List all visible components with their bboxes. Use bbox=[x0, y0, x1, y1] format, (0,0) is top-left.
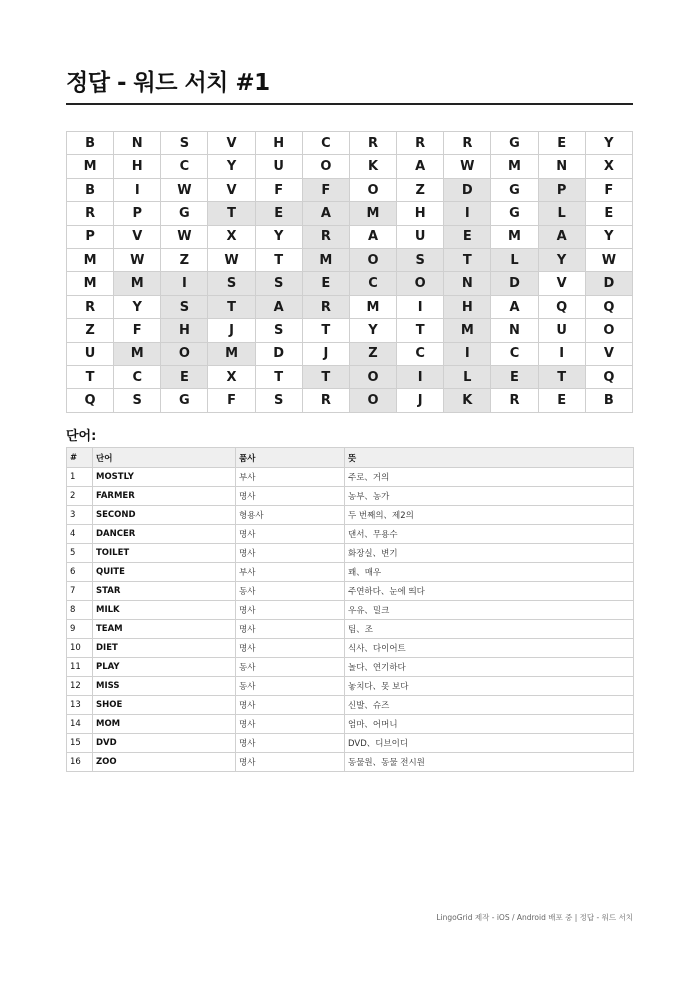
grid-cell: T bbox=[67, 366, 114, 389]
grid-cell: N bbox=[114, 132, 161, 155]
grid-cell: C bbox=[302, 132, 349, 155]
grid-cell: M bbox=[491, 225, 538, 248]
grid-cell: I bbox=[397, 295, 444, 318]
grid-cell: T bbox=[397, 319, 444, 342]
grid-cell: O bbox=[349, 366, 396, 389]
word-meaning: 동물원、동물 전시원 bbox=[345, 753, 634, 772]
grid-cell: E bbox=[538, 389, 585, 413]
grid-row bbox=[67, 225, 633, 248]
word-text: MOM bbox=[93, 715, 236, 734]
column-header-number: # bbox=[67, 448, 93, 468]
grid-cell: G bbox=[161, 389, 208, 413]
grid-cell: T bbox=[255, 366, 302, 389]
grid-cell: M bbox=[208, 342, 255, 365]
grid-cell: Q bbox=[585, 366, 632, 389]
grid-cell: S bbox=[255, 272, 302, 295]
grid-cell: H bbox=[397, 202, 444, 225]
word-meaning: 팀、조 bbox=[345, 620, 634, 639]
grid-cell: Z bbox=[397, 178, 444, 201]
grid-cell: Y bbox=[255, 225, 302, 248]
grid-cell: R bbox=[444, 132, 491, 155]
grid-cell: R bbox=[349, 132, 396, 155]
grid-cell: X bbox=[208, 225, 255, 248]
word-part-of-speech: 명사 bbox=[236, 487, 345, 506]
grid-cell: D bbox=[444, 178, 491, 201]
grid-cell: Y bbox=[585, 225, 632, 248]
grid-cell: M bbox=[444, 319, 491, 342]
grid-cell: H bbox=[161, 319, 208, 342]
grid-row bbox=[67, 155, 633, 178]
word-number: 14 bbox=[67, 715, 93, 734]
grid-cell: N bbox=[538, 155, 585, 178]
grid-cell: M bbox=[67, 155, 114, 178]
word-text: FARMER bbox=[93, 487, 236, 506]
word-meaning: 주연하다、눈에 띄다 bbox=[345, 582, 634, 601]
grid-cell: Y bbox=[208, 155, 255, 178]
grid-cell: Y bbox=[585, 132, 632, 155]
grid-cell: E bbox=[302, 272, 349, 295]
words-table bbox=[66, 447, 634, 772]
word-number: 13 bbox=[67, 696, 93, 715]
word-meaning: 우유、밀크 bbox=[345, 601, 634, 620]
word-text: TEAM bbox=[93, 620, 236, 639]
grid-cell: U bbox=[255, 155, 302, 178]
grid-cell: J bbox=[397, 389, 444, 413]
grid-cell: Z bbox=[67, 319, 114, 342]
grid-cell: S bbox=[161, 132, 208, 155]
word-text: DVD bbox=[93, 734, 236, 753]
word-part-of-speech: 형용사 bbox=[236, 506, 345, 525]
grid-cell: S bbox=[397, 249, 444, 272]
grid-cell: D bbox=[585, 272, 632, 295]
word-text: DANCER bbox=[93, 525, 236, 544]
word-part-of-speech: 명사 bbox=[236, 525, 345, 544]
grid-cell: O bbox=[585, 319, 632, 342]
grid-cell: Y bbox=[349, 319, 396, 342]
word-part-of-speech: 명사 bbox=[236, 753, 345, 772]
grid-cell: V bbox=[208, 178, 255, 201]
grid-cell: O bbox=[161, 342, 208, 365]
grid-cell: M bbox=[114, 342, 161, 365]
grid-cell: L bbox=[491, 249, 538, 272]
grid-cell: I bbox=[161, 272, 208, 295]
grid-cell: M bbox=[349, 295, 396, 318]
table-row bbox=[67, 563, 634, 582]
grid-cell: M bbox=[491, 155, 538, 178]
grid-cell: C bbox=[491, 342, 538, 365]
word-number: 1 bbox=[67, 468, 93, 487]
grid-cell: E bbox=[491, 366, 538, 389]
word-number: 11 bbox=[67, 658, 93, 677]
grid-cell: T bbox=[302, 366, 349, 389]
grid-cell: T bbox=[538, 366, 585, 389]
grid-cell: G bbox=[491, 178, 538, 201]
grid-cell: C bbox=[397, 342, 444, 365]
grid-cell: L bbox=[444, 366, 491, 389]
grid-row bbox=[67, 366, 633, 389]
grid-cell: T bbox=[208, 295, 255, 318]
grid-cell: I bbox=[114, 178, 161, 201]
word-part-of-speech: 동사 bbox=[236, 677, 345, 696]
word-text: MOSTLY bbox=[93, 468, 236, 487]
word-meaning: 댄서、무용수 bbox=[345, 525, 634, 544]
grid-cell: F bbox=[114, 319, 161, 342]
grid-cell: Y bbox=[538, 249, 585, 272]
table-row bbox=[67, 582, 634, 601]
grid-cell: A bbox=[397, 155, 444, 178]
word-meaning: 식사、다이어트 bbox=[345, 639, 634, 658]
grid-cell: T bbox=[208, 202, 255, 225]
table-row bbox=[67, 601, 634, 620]
grid-cell: I bbox=[538, 342, 585, 365]
word-part-of-speech: 명사 bbox=[236, 734, 345, 753]
grid-cell: B bbox=[67, 178, 114, 201]
grid-cell: E bbox=[585, 202, 632, 225]
word-number: 2 bbox=[67, 487, 93, 506]
word-number: 10 bbox=[67, 639, 93, 658]
grid-cell: A bbox=[538, 225, 585, 248]
grid-cell: N bbox=[444, 272, 491, 295]
grid-cell: V bbox=[538, 272, 585, 295]
grid-cell: M bbox=[67, 249, 114, 272]
grid-cell: F bbox=[208, 389, 255, 413]
grid-cell: V bbox=[208, 132, 255, 155]
grid-cell: G bbox=[491, 132, 538, 155]
grid-cell: S bbox=[208, 272, 255, 295]
word-number: 16 bbox=[67, 753, 93, 772]
grid-row bbox=[67, 295, 633, 318]
grid-row bbox=[67, 389, 633, 413]
grid-cell: E bbox=[255, 202, 302, 225]
word-meaning: 놓치다、못 보다 bbox=[345, 677, 634, 696]
word-part-of-speech: 명사 bbox=[236, 696, 345, 715]
grid-cell: V bbox=[585, 342, 632, 365]
word-part-of-speech: 명사 bbox=[236, 639, 345, 658]
table-row bbox=[67, 525, 634, 544]
grid-cell: W bbox=[161, 225, 208, 248]
grid-cell: O bbox=[302, 155, 349, 178]
table-row bbox=[67, 753, 634, 772]
grid-cell: E bbox=[538, 132, 585, 155]
grid-cell: R bbox=[302, 389, 349, 413]
word-text: ZOO bbox=[93, 753, 236, 772]
grid-cell: S bbox=[255, 389, 302, 413]
grid-cell: Q bbox=[585, 295, 632, 318]
table-row bbox=[67, 506, 634, 525]
grid-cell: A bbox=[255, 295, 302, 318]
grid-cell: T bbox=[255, 249, 302, 272]
grid-cell: R bbox=[491, 389, 538, 413]
words-table-header-row bbox=[67, 448, 634, 468]
grid-cell: W bbox=[161, 178, 208, 201]
word-text: DIET bbox=[93, 639, 236, 658]
grid-cell: T bbox=[444, 249, 491, 272]
grid-cell: C bbox=[161, 155, 208, 178]
word-meaning: 꽤、매우 bbox=[345, 563, 634, 582]
grid-cell: C bbox=[349, 272, 396, 295]
grid-row bbox=[67, 319, 633, 342]
grid-cell: F bbox=[302, 178, 349, 201]
grid-cell: D bbox=[255, 342, 302, 365]
table-row bbox=[67, 658, 634, 677]
grid-cell: V bbox=[114, 225, 161, 248]
word-number: 3 bbox=[67, 506, 93, 525]
grid-cell: R bbox=[397, 132, 444, 155]
table-row bbox=[67, 677, 634, 696]
table-row bbox=[67, 715, 634, 734]
grid-cell: M bbox=[114, 272, 161, 295]
grid-cell: U bbox=[397, 225, 444, 248]
grid-cell: P bbox=[67, 225, 114, 248]
grid-cell: R bbox=[302, 295, 349, 318]
word-number: 15 bbox=[67, 734, 93, 753]
word-number: 9 bbox=[67, 620, 93, 639]
table-row bbox=[67, 639, 634, 658]
grid-cell: W bbox=[208, 249, 255, 272]
word-meaning: 주로、거의 bbox=[345, 468, 634, 487]
grid-row bbox=[67, 132, 633, 155]
word-text: SHOE bbox=[93, 696, 236, 715]
word-text: TOILET bbox=[93, 544, 236, 563]
word-part-of-speech: 명사 bbox=[236, 715, 345, 734]
grid-cell: W bbox=[585, 249, 632, 272]
grid-cell: U bbox=[538, 319, 585, 342]
title-divider bbox=[66, 103, 633, 105]
grid-cell: S bbox=[255, 319, 302, 342]
word-number: 12 bbox=[67, 677, 93, 696]
grid-cell: U bbox=[67, 342, 114, 365]
grid-cell: P bbox=[538, 178, 585, 201]
grid-cell: O bbox=[397, 272, 444, 295]
word-meaning: 두 번째의、제2의 bbox=[345, 506, 634, 525]
word-search-grid bbox=[66, 131, 633, 413]
word-text: SECOND bbox=[93, 506, 236, 525]
grid-cell: W bbox=[114, 249, 161, 272]
word-text: PLAY bbox=[93, 658, 236, 677]
grid-cell: X bbox=[585, 155, 632, 178]
grid-row bbox=[67, 178, 633, 201]
word-number: 5 bbox=[67, 544, 93, 563]
grid-row bbox=[67, 272, 633, 295]
grid-cell: Z bbox=[349, 342, 396, 365]
word-part-of-speech: 동사 bbox=[236, 582, 345, 601]
table-row bbox=[67, 487, 634, 506]
grid-row bbox=[67, 202, 633, 225]
grid-cell: J bbox=[302, 342, 349, 365]
table-row bbox=[67, 696, 634, 715]
table-row bbox=[67, 544, 634, 563]
word-part-of-speech: 명사 bbox=[236, 544, 345, 563]
grid-row bbox=[67, 249, 633, 272]
words-heading: 단어: bbox=[66, 429, 97, 444]
column-header-word: 단어 bbox=[93, 448, 236, 468]
footer-credit: LingoGrid 제작 - iOS / Android 배포 중 | 정답 - 워드 서치 bbox=[436, 913, 633, 922]
word-meaning: 엄마、어머니 bbox=[345, 715, 634, 734]
grid-cell: M bbox=[67, 272, 114, 295]
word-number: 7 bbox=[67, 582, 93, 601]
word-text: STAR bbox=[93, 582, 236, 601]
word-part-of-speech: 동사 bbox=[236, 658, 345, 677]
word-meaning: 놀다、연기하다 bbox=[345, 658, 634, 677]
table-row bbox=[67, 734, 634, 753]
grid-cell: S bbox=[114, 389, 161, 413]
grid-cell: A bbox=[302, 202, 349, 225]
grid-cell: A bbox=[491, 295, 538, 318]
grid-cell: W bbox=[444, 155, 491, 178]
word-meaning: 화장실、변기 bbox=[345, 544, 634, 563]
grid-cell: X bbox=[208, 366, 255, 389]
grid-cell: R bbox=[302, 225, 349, 248]
word-text: QUITE bbox=[93, 563, 236, 582]
grid-cell: O bbox=[349, 178, 396, 201]
table-row bbox=[67, 468, 634, 487]
grid-cell: B bbox=[67, 132, 114, 155]
word-part-of-speech: 명사 bbox=[236, 620, 345, 639]
word-number: 4 bbox=[67, 525, 93, 544]
grid-cell: M bbox=[349, 202, 396, 225]
grid-cell: E bbox=[161, 366, 208, 389]
word-number: 6 bbox=[67, 563, 93, 582]
grid-cell: Y bbox=[114, 295, 161, 318]
grid-cell: A bbox=[349, 225, 396, 248]
word-text: MISS bbox=[93, 677, 236, 696]
word-meaning: DVD、디브이디 bbox=[345, 734, 634, 753]
word-text: MILK bbox=[93, 601, 236, 620]
word-number: 8 bbox=[67, 601, 93, 620]
grid-cell: M bbox=[302, 249, 349, 272]
grid-cell: S bbox=[161, 295, 208, 318]
grid-cell: E bbox=[444, 225, 491, 248]
grid-cell: T bbox=[302, 319, 349, 342]
grid-cell: F bbox=[255, 178, 302, 201]
grid-cell: H bbox=[114, 155, 161, 178]
grid-row bbox=[67, 342, 633, 365]
grid-cell: H bbox=[444, 295, 491, 318]
grid-cell: H bbox=[255, 132, 302, 155]
grid-cell: O bbox=[349, 249, 396, 272]
word-meaning: 신발、슈즈 bbox=[345, 696, 634, 715]
column-header-meaning: 뜻 bbox=[345, 448, 634, 468]
grid-cell: B bbox=[585, 389, 632, 413]
grid-cell: R bbox=[67, 295, 114, 318]
grid-cell: R bbox=[67, 202, 114, 225]
word-part-of-speech: 명사 bbox=[236, 601, 345, 620]
grid-cell: C bbox=[114, 366, 161, 389]
word-part-of-speech: 부사 bbox=[236, 563, 345, 582]
column-header-part-of-speech: 품사 bbox=[236, 448, 345, 468]
grid-cell: D bbox=[491, 272, 538, 295]
grid-cell: I bbox=[444, 202, 491, 225]
grid-cell: G bbox=[491, 202, 538, 225]
grid-cell: K bbox=[444, 389, 491, 413]
grid-cell: F bbox=[585, 178, 632, 201]
grid-cell: L bbox=[538, 202, 585, 225]
grid-cell: K bbox=[349, 155, 396, 178]
word-meaning: 농부、농가 bbox=[345, 487, 634, 506]
grid-cell: Q bbox=[538, 295, 585, 318]
grid-cell: P bbox=[114, 202, 161, 225]
table-row bbox=[67, 620, 634, 639]
grid-cell: Z bbox=[161, 249, 208, 272]
grid-cell: O bbox=[349, 389, 396, 413]
word-part-of-speech: 부사 bbox=[236, 468, 345, 487]
grid-cell: N bbox=[491, 319, 538, 342]
grid-cell: I bbox=[444, 342, 491, 365]
grid-cell: I bbox=[397, 366, 444, 389]
page-title: 정답 - 워드 서치 #1 bbox=[66, 70, 270, 96]
grid-cell: G bbox=[161, 202, 208, 225]
grid-cell: J bbox=[208, 319, 255, 342]
grid-cell: Q bbox=[67, 389, 114, 413]
